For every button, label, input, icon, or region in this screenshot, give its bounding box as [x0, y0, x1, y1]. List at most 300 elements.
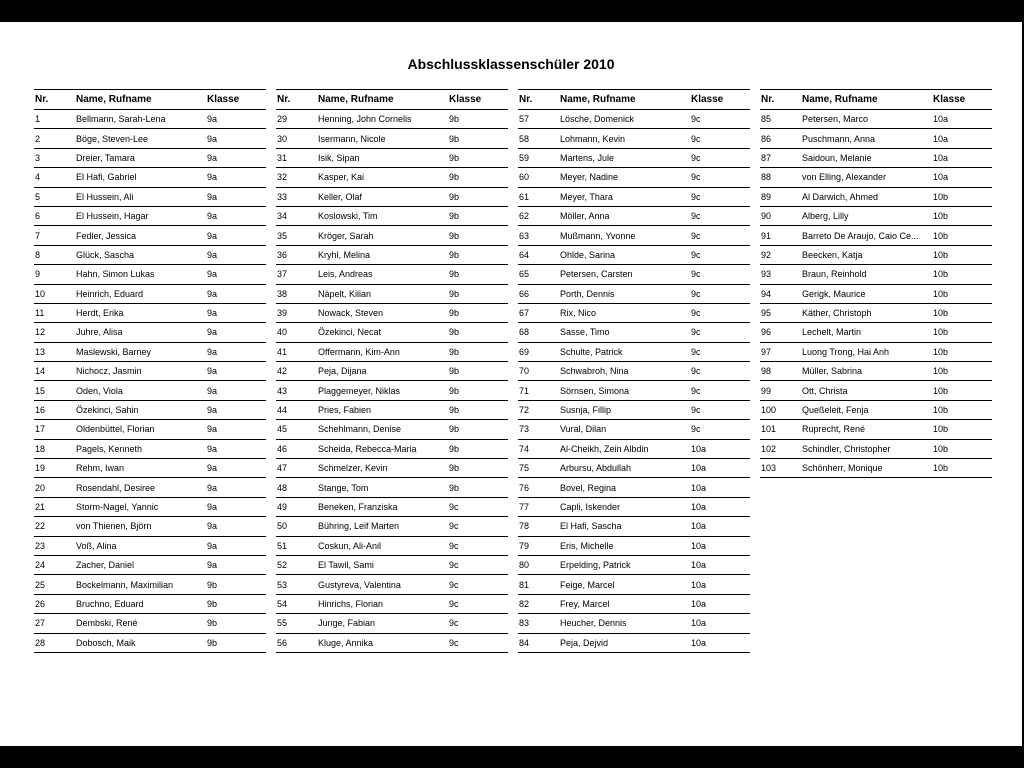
cell-klasse: 9c [449, 502, 459, 512]
table-row [518, 246, 750, 265]
cell-name: Schwabroh, Nina [560, 366, 629, 377]
cell-klasse: 10b [933, 308, 949, 319]
cell-klasse: 9a [207, 249, 218, 260]
cell-name: Kryhl, Melina [318, 249, 371, 260]
cell-name: Susnja, Fillip [560, 405, 612, 416]
table-row [518, 343, 750, 362]
table-row [760, 168, 992, 187]
table-row [518, 478, 750, 497]
cell-klasse: 10a [933, 172, 949, 183]
cell-name: Martens, Jule [560, 152, 615, 163]
table-row [518, 381, 750, 400]
cell-klasse: 9c [691, 327, 701, 338]
cell-name: Rosendahl, Desiree [76, 482, 156, 493]
cell-klasse: 10a [691, 598, 707, 609]
cell-klasse: 9b [449, 366, 460, 377]
cell-name: Capli, Iskender [560, 502, 621, 512]
cell-klasse: 9b [449, 385, 460, 396]
cell-klasse: 9a [207, 560, 218, 571]
cell-klasse: 10b [933, 191, 949, 202]
cell-name: Bovel, Regina [560, 482, 617, 493]
cell-nr: 20 [35, 482, 46, 493]
cell-klasse: 10b [933, 327, 949, 338]
cell-klasse: 9b [449, 463, 460, 474]
cell-nr: 4 [35, 172, 41, 183]
table-row [34, 207, 266, 226]
table-row [276, 110, 508, 129]
cell-klasse: 10a [691, 463, 707, 474]
cell-name: Meyer, Nadine [560, 172, 619, 183]
cell-name: Heinrich, Eduard [76, 288, 144, 299]
cell-nr: 42 [277, 366, 288, 377]
cell-nr: 39 [277, 308, 288, 319]
cell-klasse: 9a [207, 308, 218, 319]
cell-nr: 65 [519, 269, 530, 280]
cell-nr: 83 [519, 618, 530, 629]
cell-name: Isik, Sipan [318, 152, 360, 163]
cell-name: Coskun, Ali-Anil [318, 540, 382, 551]
table-row [518, 362, 750, 381]
cell-name: Bockelmann, Maximilian [76, 579, 174, 590]
table-row [276, 556, 508, 575]
cell-nr: 61 [519, 191, 530, 202]
table-row [276, 459, 508, 478]
table-row [34, 110, 266, 129]
cell-name: Oden, Viola [76, 385, 123, 396]
header-klasse: Klasse [207, 94, 240, 105]
cell-name: Arbursu, Abdullah [560, 463, 632, 474]
cell-nr: 29 [277, 114, 288, 125]
cell-name: Saidoun, Melanie [802, 152, 872, 163]
cell-name: Luong Trong, Hai Anh [802, 346, 890, 357]
cell-klasse: 9a [207, 191, 218, 202]
cell-klasse: 9c [691, 249, 701, 260]
table-row [760, 246, 992, 265]
cell-name: Braun, Reinhold [802, 269, 867, 280]
cell-klasse: 10b [933, 463, 949, 474]
cell-nr: 28 [35, 637, 46, 648]
cell-name: von Thienen, Björn [76, 521, 152, 532]
cell-name: Lösche, Domenick [560, 114, 635, 125]
cell-klasse: 9c [449, 540, 459, 551]
table-row [518, 420, 750, 439]
table-row [276, 188, 508, 207]
header-nr: Nr. [35, 94, 49, 105]
cell-nr: 26 [35, 598, 46, 609]
cell-nr: 75 [519, 463, 530, 474]
cell-klasse: 9b [207, 637, 218, 648]
cell-klasse: 9c [691, 385, 701, 396]
cell-nr: 5 [35, 191, 41, 202]
cell-nr: 70 [519, 366, 530, 377]
cell-nr: 55 [277, 618, 288, 629]
cell-nr: 15 [35, 385, 46, 396]
cell-klasse: 9c [691, 152, 701, 163]
table-row [276, 614, 508, 633]
cell-nr: 98 [761, 366, 772, 377]
cell-nr: 32 [277, 172, 288, 183]
cell-name: Pagels, Kenneth [76, 443, 143, 454]
cell-klasse: 10b [933, 424, 949, 435]
cell-klasse: 10a [933, 152, 949, 163]
cell-klasse: 10b [933, 443, 949, 454]
cell-klasse: 10a [691, 482, 707, 493]
cell-name: Gerigk, Maurice [802, 288, 866, 299]
table-row [276, 381, 508, 400]
table-header [760, 89, 992, 110]
cell-nr: 17 [35, 424, 46, 435]
header-klasse: Klasse [933, 94, 966, 105]
cell-klasse: 9c [691, 172, 701, 183]
cell-name: Koslowski, Tim [318, 211, 378, 222]
cell-name: Dembski, René [76, 618, 138, 629]
cell-nr: 24 [35, 560, 46, 571]
cell-klasse: 9b [207, 618, 218, 629]
table-row [760, 459, 992, 478]
table-row [34, 246, 266, 265]
document-title: Abschlussklassenschüler 2010 [407, 56, 615, 72]
cell-name: Bellmann, Sarah-Lena [76, 114, 166, 125]
cell-klasse: 9b [449, 152, 460, 163]
cell-klasse: 9b [449, 249, 460, 260]
cell-klasse: 9b [449, 230, 460, 241]
cell-klasse: 10a [691, 502, 707, 512]
cell-klasse: 9b [449, 443, 460, 454]
cell-nr: 45 [277, 424, 288, 435]
cell-nr: 62 [519, 211, 530, 222]
cell-nr: 74 [519, 443, 530, 454]
cell-nr: 30 [277, 133, 288, 144]
cell-name: Zacher, Daniel [76, 560, 135, 571]
cell-nr: 36 [277, 249, 288, 260]
table-row [760, 323, 992, 342]
cell-name: Schindler, Christopher [802, 443, 891, 454]
cell-klasse: 9a [207, 463, 218, 474]
cell-klasse: 9a [207, 327, 218, 338]
cell-nr: 91 [761, 230, 772, 241]
header-name: Name, Rufname [560, 94, 636, 105]
cell-name: El Hafi, Sascha [560, 521, 622, 532]
cell-name: Beecken, Katja [802, 249, 863, 260]
cell-klasse: 9b [449, 424, 460, 435]
cell-nr: 69 [519, 346, 530, 357]
cell-klasse: 9b [449, 191, 460, 202]
cell-name: Porth, Dennis [560, 288, 615, 299]
cell-nr: 87 [761, 152, 772, 163]
table-row [518, 226, 750, 245]
table-row [276, 575, 508, 594]
cell-nr: 90 [761, 211, 772, 222]
table-row [34, 517, 266, 536]
cell-nr: 94 [761, 288, 772, 299]
cell-klasse: 10b [933, 346, 949, 357]
cell-name: Kröger, Sarah [318, 230, 374, 241]
cell-klasse: 9b [449, 346, 460, 357]
cell-name: Rix, Nico [560, 308, 597, 319]
cell-klasse: 9a [207, 288, 218, 299]
table-row [276, 595, 508, 614]
table-row [518, 207, 750, 226]
cell-klasse: 9a [207, 346, 218, 357]
cell-nr: 18 [35, 443, 46, 454]
cell-klasse: 9c [449, 521, 459, 532]
cell-klasse: 10b [933, 405, 949, 416]
cell-name: Fedler, Jessica [76, 230, 137, 241]
table-row [34, 575, 266, 594]
cell-name: Al-Cheikh, Zein Albdin [560, 443, 649, 454]
table-header [276, 89, 508, 110]
table-row [34, 168, 266, 187]
table-row [276, 265, 508, 284]
cell-nr: 79 [519, 540, 530, 551]
table-row [34, 556, 266, 575]
table-row [34, 149, 266, 168]
cell-name: Nichocz, Jasmin [76, 366, 142, 377]
cell-name: Sasse, Timo [560, 327, 610, 338]
header-name: Name, Rufname [318, 94, 394, 105]
cell-name: Alberg, Lilly [802, 211, 849, 222]
cell-klasse: 10a [691, 443, 707, 454]
table-row [518, 614, 750, 633]
table-row [276, 420, 508, 439]
cell-nr: 52 [277, 560, 288, 571]
table-rows [518, 110, 750, 653]
cell-nr: 71 [519, 385, 530, 396]
cell-name: Junge, Fabian [318, 618, 376, 629]
cell-nr: 41 [277, 346, 288, 357]
table-row [760, 343, 992, 362]
cell-name: Keller, Olaf [318, 191, 363, 202]
cell-name: Oldenbüttel, Florian [76, 424, 155, 435]
cell-name: Nowack, Steven [318, 308, 384, 319]
cell-nr: 60 [519, 172, 530, 183]
table-row [276, 478, 508, 497]
cell-nr: 47 [277, 463, 288, 474]
cell-klasse: 9b [449, 172, 460, 183]
cell-klasse: 10b [933, 385, 949, 396]
cell-name: Hahn, Simon Lukas [76, 269, 155, 280]
cell-klasse: 9a [207, 172, 218, 183]
cell-name: Gustyreva, Valentina [318, 579, 401, 590]
cell-name: Glück, Sascha [76, 249, 135, 260]
cell-name: Stange, Tom [318, 482, 369, 493]
cell-name: Rehm, Iwan [76, 463, 125, 474]
cell-name: von Elling, Alexander [802, 172, 887, 183]
cell-name: Juhre, Alisa [76, 327, 123, 338]
cell-name: Ruprecht, René [802, 424, 866, 435]
cell-nr: 48 [277, 482, 288, 493]
cell-nr: 84 [519, 637, 530, 648]
cell-name: Bruchno, Eduard [76, 598, 144, 609]
table-row [760, 401, 992, 420]
cell-name: Lechelt, Martin [802, 327, 862, 338]
cell-name: Pries, Fabien [318, 405, 372, 416]
cell-nr: 64 [519, 249, 530, 260]
cell-klasse: 9a [207, 521, 218, 532]
cell-klasse: 10a [691, 521, 707, 532]
table-row [518, 575, 750, 594]
cell-klasse: 10a [691, 618, 707, 629]
table-row [34, 323, 266, 342]
table-row [34, 595, 266, 614]
cell-klasse: 9b [449, 133, 460, 144]
cell-name: Leis, Andreas [318, 269, 373, 280]
header-klasse: Klasse [691, 94, 724, 105]
cell-klasse: 9a [207, 152, 218, 163]
table-row [34, 614, 266, 633]
cell-name: Kluge, Annika [318, 637, 374, 648]
cell-name: Eris, Michelle [560, 540, 614, 551]
cell-nr: 49 [277, 502, 288, 512]
cell-klasse: 9b [449, 482, 460, 493]
cell-name: Scheida, Rebecca-Maria [318, 443, 417, 454]
table-row [518, 323, 750, 342]
table-row [34, 634, 266, 653]
cell-nr: 12 [35, 327, 46, 338]
cell-klasse: 9b [207, 598, 218, 609]
cell-nr: 100 [761, 405, 777, 416]
cell-klasse: 9a [207, 405, 218, 416]
cell-nr: 22 [35, 521, 46, 532]
cell-nr: 101 [761, 424, 777, 435]
cell-name: Lohmann, Kevin [560, 133, 626, 144]
cell-name: Peja, Dejvid [560, 637, 609, 648]
cell-klasse: 10a [691, 560, 707, 571]
cell-klasse: 9a [207, 114, 218, 125]
cell-nr: 50 [277, 521, 288, 532]
cell-nr: 37 [277, 269, 288, 280]
cell-name: Plaggemeyer, Niklas [318, 385, 401, 396]
cell-nr: 10 [35, 288, 46, 299]
header-klasse: Klasse [449, 94, 482, 105]
cell-name: Näpelt, Kilian [318, 288, 372, 299]
cell-nr: 14 [35, 366, 46, 377]
cell-name: Maslewski, Barney [76, 346, 152, 357]
cell-nr: 89 [761, 191, 772, 202]
table-row [34, 478, 266, 497]
cell-klasse: 9a [207, 443, 218, 454]
cell-klasse: 9c [691, 288, 701, 299]
cell-nr: 6 [35, 211, 41, 222]
table-row [760, 207, 992, 226]
cell-klasse: 9c [691, 366, 701, 377]
cell-klasse: 9c [691, 230, 701, 241]
table-row [760, 188, 992, 207]
cell-name: Özekinci, Sahin [76, 405, 139, 416]
table-row [34, 304, 266, 323]
cell-klasse: 9b [207, 579, 218, 590]
cell-klasse: 9a [207, 133, 218, 144]
table-row [34, 343, 266, 362]
cell-nr: 25 [35, 579, 46, 590]
cell-nr: 82 [519, 598, 530, 609]
cell-klasse: 9a [207, 211, 218, 222]
cell-klasse: 9b [449, 269, 460, 280]
table-row [518, 265, 750, 284]
cell-name: Meyer, Thara [560, 191, 613, 202]
cell-nr: 102 [761, 443, 777, 454]
table-row [518, 285, 750, 304]
table-rows [34, 110, 266, 653]
table-row [518, 440, 750, 459]
cell-nr: 27 [35, 618, 46, 629]
cell-name: Möller, Anna [560, 211, 610, 222]
cell-nr: 2 [35, 133, 41, 144]
cell-name: Feige, Marcel [560, 579, 615, 590]
cell-nr: 56 [277, 637, 288, 648]
table-row [276, 517, 508, 536]
cell-klasse: 10a [933, 114, 949, 125]
table-row [34, 440, 266, 459]
cell-nr: 23 [35, 540, 46, 551]
table-row [276, 207, 508, 226]
table-row [34, 459, 266, 478]
cell-nr: 43 [277, 385, 288, 396]
cell-name: Barreto De Araujo, Caio Ce... [802, 230, 919, 241]
table-row [276, 401, 508, 420]
cell-name: El Hussein, Ali [76, 191, 134, 202]
cell-nr: 11 [35, 308, 45, 319]
cell-klasse: 9a [207, 502, 218, 512]
cell-name: Beneken, Franziska [318, 502, 398, 512]
cell-nr: 38 [277, 288, 288, 299]
cell-name: Müller, Sabrina [802, 366, 863, 377]
cell-nr: 73 [519, 424, 530, 435]
table-row [518, 401, 750, 420]
cell-klasse: 9c [691, 308, 701, 319]
cell-name: Vural, Dilan [560, 424, 607, 435]
cell-name: Offermann, Kim-Ann [318, 346, 400, 357]
cell-klasse: 9c [449, 560, 459, 571]
cell-name: Käther, Christoph [802, 308, 872, 319]
table-row [518, 304, 750, 323]
cell-nr: 96 [761, 327, 772, 338]
cell-name: Frey, Marcel [560, 598, 610, 609]
header-nr: Nr. [277, 94, 291, 105]
cell-klasse: 9c [691, 424, 701, 435]
table-row [760, 265, 992, 284]
table-row [34, 129, 266, 148]
table-header [518, 89, 750, 110]
cell-nr: 88 [761, 172, 772, 183]
cell-nr: 63 [519, 230, 530, 241]
cell-klasse: 9a [207, 482, 218, 493]
table-row [276, 323, 508, 342]
cell-klasse: 10b [933, 269, 949, 280]
table-row [518, 110, 750, 129]
header-nr: Nr. [519, 94, 533, 105]
cell-nr: 81 [519, 579, 530, 590]
cell-name: Schönherr, Monique [802, 463, 883, 474]
table-row [34, 401, 266, 420]
table-row [518, 634, 750, 653]
cell-name: Puschmann, Anna [802, 133, 876, 144]
cell-nr: 7 [35, 230, 41, 241]
cell-nr: 95 [761, 308, 772, 319]
cell-nr: 59 [519, 152, 530, 163]
cell-name: Böge, Steven-Lee [76, 133, 149, 144]
cell-klasse: 10a [691, 637, 707, 648]
table-row [518, 149, 750, 168]
table-row [518, 168, 750, 187]
cell-name: Herdt, Erika [76, 308, 124, 319]
cell-klasse: 9a [207, 424, 218, 435]
cell-nr: 67 [519, 308, 530, 319]
table-row [760, 110, 992, 129]
cell-nr: 86 [761, 133, 772, 144]
cell-name: Isermann, Nicole [318, 133, 386, 144]
cell-klasse: 10a [691, 540, 707, 551]
